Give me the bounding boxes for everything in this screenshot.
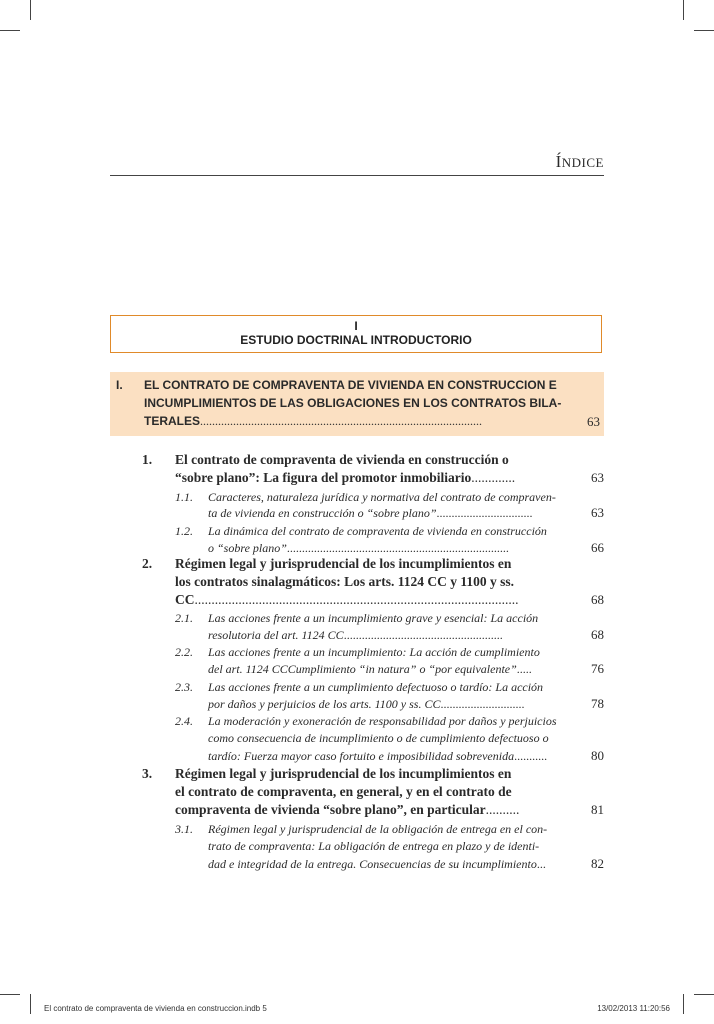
toc-subentry-number: 3.1.	[175, 822, 193, 836]
toc-subentry-line[interactable]: Caracteres, naturaleza jurídica y normativa del contrato de compraven-	[208, 490, 556, 504]
toc-subentry-text: por daños y perjuicios de los arts. 1100 y ss. CC	[208, 697, 441, 711]
page-number: 63	[591, 505, 604, 520]
crop-mark	[0, 30, 20, 31]
dot-leader: .....................................................	[343, 628, 503, 642]
toc-subentry-line[interactable]: Las acciones frente a un cumplimiento defectuoso o tardío: La acción	[208, 680, 544, 694]
dot-leader: ..........................................................................	[286, 541, 509, 555]
section-title-line	[144, 414, 482, 429]
section-number: I.	[116, 378, 123, 392]
page-number: 63	[591, 470, 604, 485]
toc-subentry-text: o “sobre plano”	[208, 541, 287, 555]
footer-timestamp: 13/02/2013 11:20:56	[597, 1004, 670, 1013]
toc-entry-line[interactable]: Régimen legal y jurisprudencial de los incumplimientos en	[175, 766, 512, 781]
toc-entry-line[interactable]	[175, 470, 515, 486]
toc-entry-line[interactable]: los contratos sinalagmáticos: Los arts. 1124 CC y 1100 y ss.	[175, 574, 515, 589]
toc-entry-line[interactable]	[175, 592, 519, 608]
dot-leader: .....	[516, 662, 532, 676]
toc-entry-number: 3.	[142, 766, 153, 781]
toc-subentry-text: dad e integridad de la entrega. Consecuencias de su incumplimiento	[208, 857, 537, 871]
toc-entry-number: 1.	[142, 452, 153, 467]
toc-subentry-number: 2.1.	[175, 611, 193, 625]
toc-subentry-line[interactable]	[208, 749, 547, 764]
toc-subentry-line[interactable]	[208, 857, 546, 872]
page-header-title	[556, 152, 604, 172]
toc-subentry-number: 2.2.	[175, 645, 193, 659]
toc-subentry-text: del art. 1124 CCCumplimiento “in natura” o “por equivalente”	[208, 662, 517, 676]
dot-leader: .............	[471, 470, 516, 485]
toc-subentry-number: 1.1.	[175, 490, 193, 504]
dot-leader: ................................................................................................	[194, 592, 519, 607]
page-number: 78	[591, 696, 604, 711]
crop-mark	[694, 30, 714, 31]
section-title-text: TERALES	[144, 414, 201, 428]
chapter-heading-box	[110, 315, 602, 353]
section-title-line: EL CONTRATO DE COMPRAVENTA DE VIVIENDA EN CONSTRUCCION E	[144, 378, 557, 392]
section-title-line: INCUMPLIMIENTOS DE LAS OBLIGACIONES EN LOS CONTRATOS BILA-	[144, 396, 562, 410]
header-rule	[110, 175, 604, 176]
toc-entry-line[interactable]	[175, 802, 519, 818]
toc-subentry-line[interactable]: La dinámica del contrato de compraventa de vivienda en construcción	[208, 524, 547, 538]
toc-subentry-line[interactable]	[208, 506, 533, 521]
dot-leader: ...........	[514, 749, 548, 763]
chapter-title: ESTUDIO DOCTRINAL INTRODUCTORIO	[240, 333, 472, 347]
crop-mark	[30, 994, 31, 1014]
toc-entry-text: “sobre plano”: La figura del promotor inmobiliario	[175, 470, 472, 485]
toc-subentry-line[interactable]: Las acciones frente a un incumplimiento grave y esencial: La acción	[208, 611, 539, 625]
toc-entry-number: 2.	[142, 556, 153, 571]
toc-subentry-line[interactable]	[208, 541, 509, 556]
toc-entry-line[interactable]: Régimen legal y jurisprudencial de los incumplimientos en	[175, 556, 512, 571]
toc-entry-line[interactable]: el contrato de compraventa, en general, y en el contrato de	[175, 784, 512, 799]
page-number: 63	[587, 414, 600, 429]
page-number: 68	[591, 627, 604, 642]
toc-subentry-line[interactable]	[208, 628, 503, 643]
toc-subentry-line[interactable]: Las acciones frente a un incumplimiento: La acción de cumplimiento	[208, 645, 540, 659]
dot-leader: ..........	[485, 802, 520, 817]
header-title-initial: Í	[555, 152, 562, 171]
dot-leader: ..............................................................................................	[200, 414, 483, 428]
toc-entry-text: CC	[175, 592, 195, 607]
page-number: 80	[591, 748, 604, 763]
crop-mark	[0, 994, 20, 995]
chapter-number: I	[354, 319, 358, 333]
toc-subentry-number: 2.3.	[175, 680, 193, 694]
footer-filename: El contrato de compraventa de vivienda en construccion.indb 5	[44, 1004, 267, 1013]
page-number: 66	[591, 540, 604, 555]
toc-entry-line[interactable]: El contrato de compraventa de vivienda en construcción o	[175, 452, 509, 467]
toc-subentry-line[interactable]: trato de compraventa: La obligación de entrega en plazo y de identi-	[208, 839, 540, 853]
toc-subentry-line[interactable]: Régimen legal y jurisprudencial de la obligación de entrega en el con-	[208, 822, 548, 836]
dot-leader: ................................	[436, 506, 533, 520]
toc-subentry-text: resolutoria del art. 1124 CC	[208, 628, 344, 642]
toc-subentry-text: tardío: Fuerza mayor caso fortuito e imposibilidad sobrevenida	[208, 749, 515, 763]
crop-mark	[694, 994, 714, 995]
toc-subentry-line[interactable]: como consecuencia de incumplimiento o de cumplimiento defectuoso o	[208, 731, 549, 745]
page-number: 76	[591, 661, 604, 676]
page-number: 82	[591, 856, 604, 871]
toc-subentry-line[interactable]	[208, 662, 532, 677]
toc-subentry-number: 2.4.	[175, 714, 193, 728]
dot-leader: ............................	[440, 697, 525, 711]
header-title-rest: NDICE	[561, 155, 604, 170]
crop-mark	[30, 0, 31, 20]
toc-subentry-text: ta de vivienda en construcción o “sobre plano”	[208, 506, 437, 520]
toc-subentry-number: 1.2.	[175, 524, 193, 538]
toc-entry-text: compraventa de vivienda “sobre plano”, en particular	[175, 802, 486, 817]
section-heading[interactable]	[110, 372, 604, 436]
crop-mark	[683, 994, 684, 1014]
toc-subentry-line[interactable]	[208, 697, 524, 712]
dot-leader: ...	[536, 857, 546, 871]
toc-subentry-line[interactable]: La moderación y exoneración de responsabilidad por daños y perjuicios	[208, 714, 557, 728]
page-number: 81	[591, 802, 604, 817]
crop-mark	[683, 0, 684, 20]
page-number: 68	[591, 592, 604, 607]
